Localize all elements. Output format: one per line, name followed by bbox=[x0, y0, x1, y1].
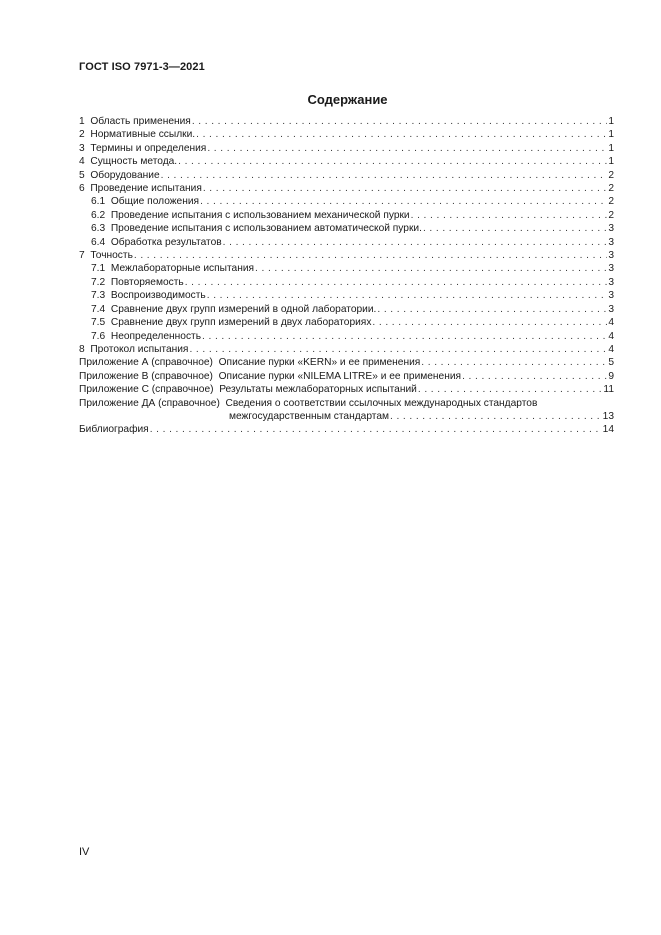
toc-subentry[interactable] bbox=[79, 289, 614, 302]
toc-page: 1 bbox=[608, 129, 614, 141]
toc-page: 9 bbox=[608, 370, 614, 382]
appendix-title: Результаты межлабораторных испытаний bbox=[219, 384, 417, 396]
toc-bibliography[interactable] bbox=[79, 423, 614, 436]
toc-subentry[interactable] bbox=[79, 209, 614, 222]
toc-text: Область применения bbox=[90, 116, 191, 127]
toc-page: 13 bbox=[602, 410, 614, 422]
toc-subentry[interactable] bbox=[79, 276, 614, 289]
toc-text: Проведение испытания с использованием автоматической пурки. bbox=[110, 223, 422, 235]
toc-number: 2 bbox=[79, 129, 85, 141]
toc-entry[interactable] bbox=[79, 128, 614, 141]
toc-page: 14 bbox=[602, 424, 614, 436]
leader-dots bbox=[161, 169, 608, 182]
table-of-contents bbox=[79, 115, 614, 437]
toc-page: 3 bbox=[608, 276, 614, 288]
toc-text: Сравнение двух групп измерений в одной лаборатории. bbox=[110, 303, 377, 315]
leader-dots bbox=[418, 383, 603, 396]
toc-text: Нормативные ссылки. bbox=[90, 129, 196, 141]
toc-number: 7.1 bbox=[91, 263, 106, 275]
toc-text: Термины и определения bbox=[90, 142, 207, 154]
leader-dots bbox=[423, 222, 607, 235]
toc-text: Проведение испытания bbox=[90, 183, 202, 195]
appendix-label: Приложение С (справочное) bbox=[79, 384, 214, 396]
toc-subentry[interactable] bbox=[79, 303, 614, 316]
appendix-title: Описание пурки «KERN» и ее применения bbox=[218, 357, 421, 369]
toc-number: 7.4 bbox=[91, 303, 106, 315]
toc-text: Повторяемость bbox=[110, 276, 184, 288]
leader-dots bbox=[196, 128, 607, 141]
appendix-label: Приложение ДА (справочное) bbox=[79, 397, 220, 409]
toc-entry[interactable] bbox=[79, 182, 614, 195]
toc-page: 3 bbox=[608, 250, 614, 262]
toc-text: Общие положения bbox=[110, 196, 200, 208]
toc-text: Обработка результатов bbox=[110, 236, 222, 248]
page-number: IV bbox=[79, 846, 90, 858]
appendix-title-continuation: межгосударственным стандартам bbox=[229, 410, 389, 422]
leader-dots bbox=[390, 410, 602, 423]
toc-number: 7 bbox=[79, 250, 85, 262]
toc-text: Проведение испытания с использованием механической пурки bbox=[110, 209, 410, 221]
toc-number: 7.2 bbox=[91, 276, 106, 288]
toc-number: 8 bbox=[79, 343, 85, 355]
toc-number: 6.2 bbox=[91, 209, 106, 221]
toc-text: Неопределенность bbox=[110, 330, 202, 342]
leader-dots bbox=[255, 262, 607, 275]
toc-number: 3 bbox=[79, 142, 85, 154]
toc-page: 2 bbox=[608, 169, 614, 181]
leader-dots bbox=[462, 370, 607, 383]
leader-dots bbox=[150, 423, 602, 436]
toc-entry[interactable] bbox=[79, 155, 614, 168]
toc-subentry[interactable] bbox=[79, 316, 614, 329]
toc-number: 6.4 bbox=[91, 236, 106, 248]
toc-text: Протокол испытания bbox=[90, 343, 189, 355]
toc-subentry[interactable] bbox=[79, 222, 614, 235]
toc-page: 3 bbox=[608, 303, 614, 315]
toc-appendix[interactable] bbox=[79, 356, 614, 369]
leader-dots bbox=[202, 330, 607, 343]
toc-page: 3 bbox=[608, 223, 614, 235]
toc-entry[interactable] bbox=[79, 115, 614, 128]
toc-number: 7.6 bbox=[91, 330, 106, 342]
toc-number: 4 bbox=[79, 156, 85, 168]
toc-text: Межлабораторные испытания bbox=[110, 263, 255, 275]
toc-subentry[interactable] bbox=[79, 195, 614, 208]
leader-dots bbox=[185, 276, 608, 289]
toc-entry[interactable] bbox=[79, 343, 614, 356]
toc-number: 7.3 bbox=[91, 290, 106, 302]
toc-text: Сравнение двух групп измерений в двух лабораториях bbox=[110, 317, 372, 329]
leader-dots bbox=[200, 195, 607, 208]
toc-page: 1 bbox=[608, 116, 614, 127]
leader-dots bbox=[223, 236, 608, 249]
toc-text: Сущность метода. bbox=[90, 156, 178, 168]
toc-appendix[interactable] bbox=[79, 370, 614, 383]
appendix-title: Сведения о соответствии ссылочных международных стандартов bbox=[225, 397, 538, 409]
toc-page: 2 bbox=[608, 209, 614, 221]
toc-number: 6.3 bbox=[91, 223, 106, 235]
toc-page: 4 bbox=[608, 330, 614, 342]
leader-dots bbox=[207, 142, 607, 155]
toc-subentry[interactable] bbox=[79, 236, 614, 249]
leader-dots bbox=[411, 209, 608, 222]
toc-page: 1 bbox=[608, 142, 614, 154]
leader-dots bbox=[207, 289, 608, 302]
toc-subentry[interactable] bbox=[79, 262, 614, 275]
page-title: Содержание bbox=[307, 92, 388, 107]
toc-page: 1 bbox=[608, 156, 614, 168]
leader-dots bbox=[372, 316, 607, 329]
toc-number: 6 bbox=[79, 183, 85, 195]
toc-appendix-continuation[interactable] bbox=[79, 410, 614, 423]
bibliography-label: Библиография bbox=[79, 424, 149, 436]
leader-dots bbox=[421, 356, 607, 369]
toc-page: 3 bbox=[608, 290, 614, 302]
leader-dots bbox=[203, 182, 607, 195]
toc-entry[interactable] bbox=[79, 169, 614, 182]
toc-entry[interactable] bbox=[79, 142, 614, 155]
toc-page: 3 bbox=[608, 236, 614, 248]
toc-text: Оборудование bbox=[90, 169, 160, 181]
toc-number: 5 bbox=[79, 169, 85, 181]
leader-dots bbox=[189, 343, 607, 356]
toc-page: 5 bbox=[608, 357, 614, 369]
toc-page: 4 bbox=[608, 343, 614, 355]
toc-appendix[interactable] bbox=[79, 383, 614, 396]
toc-appendix-first-line[interactable] bbox=[79, 397, 614, 410]
toc-entry[interactable] bbox=[79, 249, 614, 262]
leader-dots bbox=[134, 249, 607, 262]
toc-page: 11 bbox=[603, 384, 614, 396]
toc-page: 4 bbox=[608, 317, 614, 329]
document-header: ГОСТ ISO 7971-3—2021 bbox=[79, 61, 205, 73]
appendix-label: Приложение А (справочное) bbox=[79, 357, 213, 369]
toc-number: 7.5 bbox=[91, 317, 106, 329]
appendix-title: Описание пурки «NILEMA LITRE» и ее применения bbox=[218, 370, 462, 382]
toc-page: 2 bbox=[608, 196, 614, 208]
leader-dots bbox=[192, 115, 608, 128]
leader-dots bbox=[178, 155, 607, 168]
toc-page: 3 bbox=[608, 263, 614, 275]
leader-dots bbox=[377, 303, 607, 316]
toc-text: Воспроизводимость bbox=[110, 290, 206, 302]
toc-text: Точность bbox=[90, 250, 133, 262]
toc-page: 2 bbox=[608, 183, 614, 195]
appendix-label: Приложение В (справочное) bbox=[79, 370, 213, 382]
toc-number: 1 bbox=[79, 116, 85, 127]
toc-number: 6.1 bbox=[91, 196, 106, 208]
toc-subentry[interactable] bbox=[79, 330, 614, 343]
